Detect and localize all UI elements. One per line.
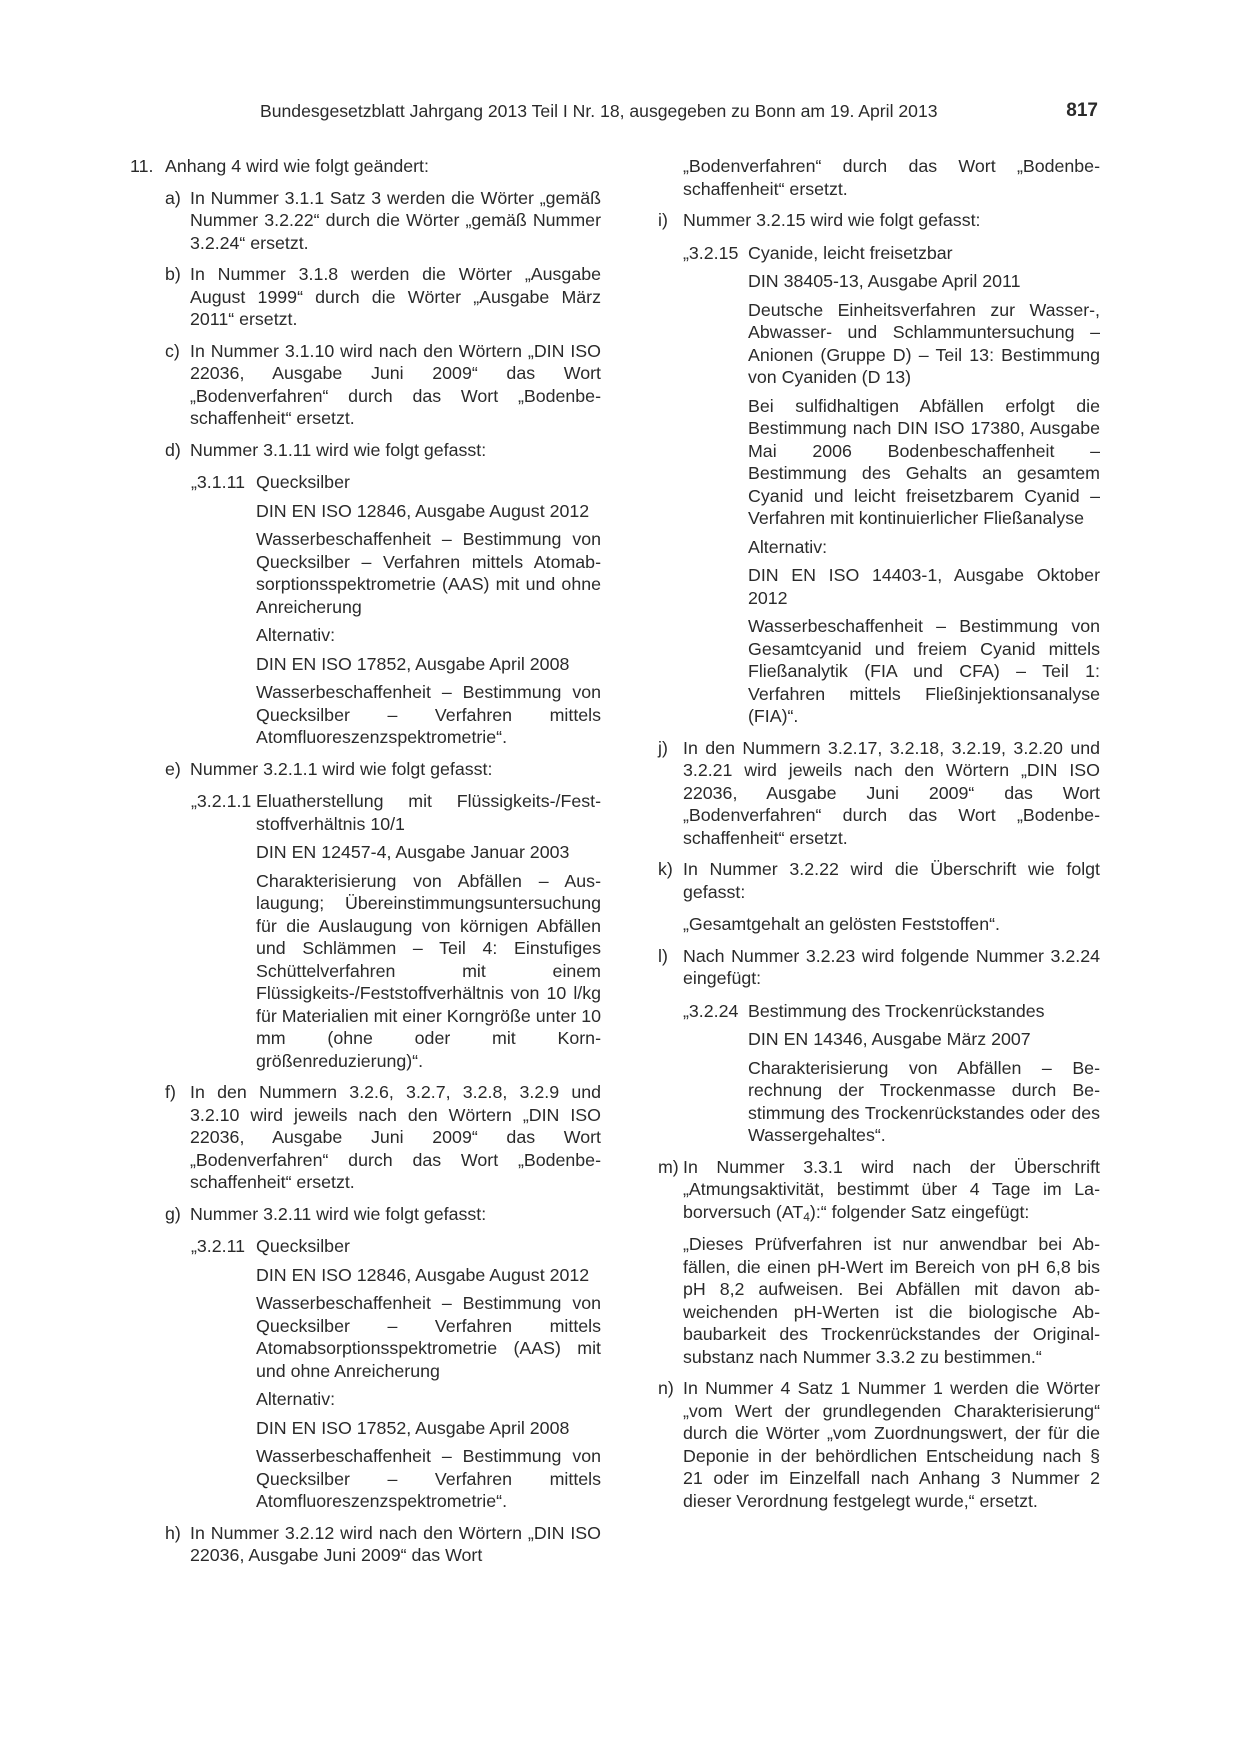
sub-item-i [658,209,1100,232]
continuation-text: „Bodenverfahren“ durch das Wort „Bodenbeschaffenheit“ ersetzt. [683,156,1100,199]
sub-item-a [165,187,601,255]
running-header: Bundesgesetzblatt Jahrgang 2013 Teil I Nr. 18, ausgegeben zu Bonn am 19. April 2013 [260,101,938,121]
sub-item-e [165,758,601,781]
list-label: f) [165,1082,176,1102]
quoted-text: „Gesamtgehalt an gelösten Feststoffen“. [683,914,1000,934]
standard-description: Wasserbeschaffenheit – Bestimmung von Quecksilber – Verfahren mittels Atomfluoreszenzspektrometrie“. [256,682,601,747]
standard-reference: DIN EN ISO 17852, Ausgabe April 2008 [256,653,570,674]
list-label: i) [658,210,668,230]
entry-heading [191,471,601,494]
sub-item-l [658,945,1100,990]
entry-title: Bestimmung des Trockenrückstandes [748,1000,1045,1021]
list-label: h) [165,1522,181,1543]
alternative-label: Alternativ: [748,536,828,557]
list-text: Nummer 3.2.11 wird wie folgt gefasst: [190,1203,487,1224]
entry-title: Quecksilber [256,472,350,492]
list-label: d) [165,439,181,460]
right-column [658,155,1100,1512]
entry-title: Quecksilber [256,1236,350,1256]
list-text: Nummer 3.1.11 wird wie folgt gefasst: [190,439,487,460]
list-text: Nach Nummer 3.2.23 wird folgende Nummer 3.2.24 eingefügt: [683,945,1100,988]
entry-number: „3.1.11 [191,472,246,492]
standard-reference: DIN EN ISO 12846, Ausgabe August 2012 [256,1264,590,1285]
page-number: 817 [1066,100,1098,121]
standard-reference: DIN EN 14346, Ausgabe März 2007 [748,1029,1031,1049]
alternative-label: Alternativ: [256,1389,336,1409]
list-label: c) [165,340,180,361]
quoted-text: „Dieses Prüfverfahren ist nur anwendbar bei Abfällen, die einen pH-Wert im Bereich von pH 6,8 bis pH 8,2 aufweisen. Bei Abfällen mit davon abweichenden pH-Werten ist die biologische Abbaubarkeit des Trockenrückstandes der Originalsubstanz nach Nummer 3.3.2 zu bestimmen.“ [683,1234,1100,1367]
sub-item-k [658,858,1100,903]
standard-description: Deutsche Einheitsverfahren zur Wasser-, Abwasser- und Schlammuntersuchung – Anionen (Gruppe D) – Teil 13: Bestimmung von Cyaniden (D 13) [748,299,1100,387]
sub-item-d [165,439,601,462]
standard-description: Wasserbeschaffenheit – Bestimmung von Quecksilber – Verfahren mittels Atomfluoreszenzspektrometrie“. [256,1446,601,1511]
standard-reference: DIN EN 12457-4, Ausgabe Januar 2003 [256,842,570,862]
list-label: b) [165,264,181,284]
list-text: In den Nummern 3.2.17, 3.2.18, 3.2.19, 3.2.20 und 3.2.21 wird jeweils nach den Wörtern „DIN ISO 22036, Ausgabe Juni 2009“ das Wort „Bodenverfahren“ durch das Wort „Bodenbeschaffenheit“ ersetzt. [683,737,1100,848]
list-text: In den Nummern 3.2.6, 3.2.7, 3.2.8, 3.2.9 und 3.2.10 wird jeweils nach den Wörtern „DIN ISO 22036, Ausgabe Juni 2009“ das Wort „Bodenverfahren“ durch das Wort „Bodenbeschaffenheit“ ersetzt. [190,1082,601,1192]
entry-heading [683,1000,1100,1023]
sub-item-g [165,1203,601,1226]
standard-description: Charakterisierung von Abfällen – Berechnung der Trockenmasse durch Bestimmung des Trockenrückstandes oder des Wassergehaltes“. [748,1057,1100,1145]
standard-description: Bei sulfidhaltigen Abfällen erfolgt die Bestimmung nach DIN ISO 17380, Ausgabe Mai 2006 Bodenbeschaffenheit – Bestimmung des Gehalts an gesamtem Cyanid und leicht freisetzbarem Cyanid – Verfahren mit kontinuierlicher Fließanalyse [748,395,1100,528]
entry-heading [683,242,1100,265]
list-text: In Nummer 4 Satz 1 Nummer 1 werden die Wörter „vom Wert der grundlegenden Charakterisierung“ durch die Wörter „vom Zuordnungswert, der für die Deponie in der behördlichen Entscheidung nach § 21 oder im Einzelfall nach Anhang 3 Nummer 2 dieser Verordnung festgelegt wurde,“ ersetzt. [683,1378,1100,1511]
list-text-part: ):“ folgender Satz eingefügt: [809,1201,1030,1222]
entry-number: „3.2.11 [191,1236,246,1256]
alternative-label: Alternativ: [256,625,336,645]
item-11 [130,155,601,178]
entry-heading [191,1235,601,1258]
sub-item-j [658,737,1100,850]
standard-reference: DIN EN ISO 12846, Ausgabe August 2012 [256,500,590,521]
standard-description: Wasserbeschaffenheit – Bestimmung von Quecksilber – Verfahren mittels Atomabsorptionsspektrometrie (AAS) mit und ohne Anreicherung [256,529,601,617]
standard-reference: DIN EN ISO 17852, Ausgabe April 2008 [256,1417,570,1438]
entry-number: „3.2.24 [683,1000,739,1021]
list-text: Nummer 3.2.1.1 wird wie folgt gefasst: [190,758,493,779]
item-text: Anhang 4 wird wie folgt geändert: [165,156,429,176]
left-column [130,155,601,1567]
list-text: Nummer 3.2.15 wird wie folgt gefasst: [683,210,981,230]
list-text: In Nummer 3.2.22 wird die Überschrift wie folgt gefasst: [683,859,1100,902]
entry-title: Eluatherstellung mit Flüssigkeits-/Feststoffverhältnis 10/1 [256,791,601,834]
list-text: In Nummer 3.2.12 wird nach den Wörtern „DIN ISO 22036, Ausgabe Juni 2009“ das Wort [190,1522,601,1565]
sub-item-c [165,340,601,430]
standard-reference: DIN 38405-13, Ausgabe April 2011 [748,271,1021,291]
standard-description: Wasserbeschaffenheit – Bestimmung von Quecksilber – Verfahren mittels Atomabsorptionsspektrometrie (AAS) mit und ohne Anreicherung [256,1293,601,1381]
list-label: a) [165,187,181,208]
entry-title: Cyanide, leicht freisetzbar [748,242,953,263]
sub-item-f [165,1081,601,1194]
standard-reference: DIN EN ISO 14403-1, Ausgabe Oktober 2012 [748,565,1100,608]
subscript: 4 [803,1209,810,1224]
list-label: g) [165,1203,181,1224]
sub-item-b [165,263,601,331]
sub-item-n [658,1377,1100,1512]
list-text: In Nummer 3.1.1 Satz 3 werden die Wörter „gemäß Nummer 3.2.22“ durch die Wörter „gemäß Nummer 3.2.24“ ersetzt. [190,187,601,253]
entry-number: „3.2.1.1 [191,791,252,811]
entry-number: „3.2.15 [683,242,739,263]
standard-description: Wasserbeschaffenheit – Bestimmung von Gesamtcyanid und freiem Cyanid mittels Fließanalytik (FIA und CFA) – Teil 1: Verfahren mittels Fließinjektionsanalyse (FIA)“. [748,616,1100,726]
list-label: e) [165,758,181,779]
list-label: m) [658,1156,679,1177]
entry-heading [191,790,601,835]
list-label: k) [658,859,673,879]
list-label: n) [658,1378,674,1398]
list-label: l) [658,945,668,966]
item-number: 11. [130,156,154,176]
list-text: In Nummer 3.1.10 wird nach den Wörtern „DIN ISO 22036, Ausgabe Juni 2009“ das Wort „Bodenverfahren“ durch das Wort „Bodenbeschaffenheit“ ersetzt. [190,340,601,428]
list-text [683,1156,1100,1224]
sub-item-h [165,1522,601,1567]
list-text: In Nummer 3.1.8 werden die Wörter „Ausgabe August 1999“ durch die Wörter „Ausgabe März 2011“ ersetzt. [190,264,601,329]
list-text-part: In Nummer 3.3.1 wird nach der Überschrift „Atmungsaktivität, bestimmt über 4 Tage im Laborversuch (AT [683,1156,1100,1222]
list-label: j) [658,737,668,758]
sub-item-m [658,1156,1100,1224]
standard-description: Charakterisierung von Abfällen – Auslaugung; Übereinstimmungsuntersuchung für die Auslaugung von körnigen Abfällen und Schlämmen – Teil 4: Einstufiges Schüttelverfahren mit einem Flüssigkeits-/Feststoffverhältnis von 10 l/kg für Materialien mit einer Korngröße unter 10 mm (ohne oder mit Korngrößenreduzierung)“. [256,870,601,1071]
